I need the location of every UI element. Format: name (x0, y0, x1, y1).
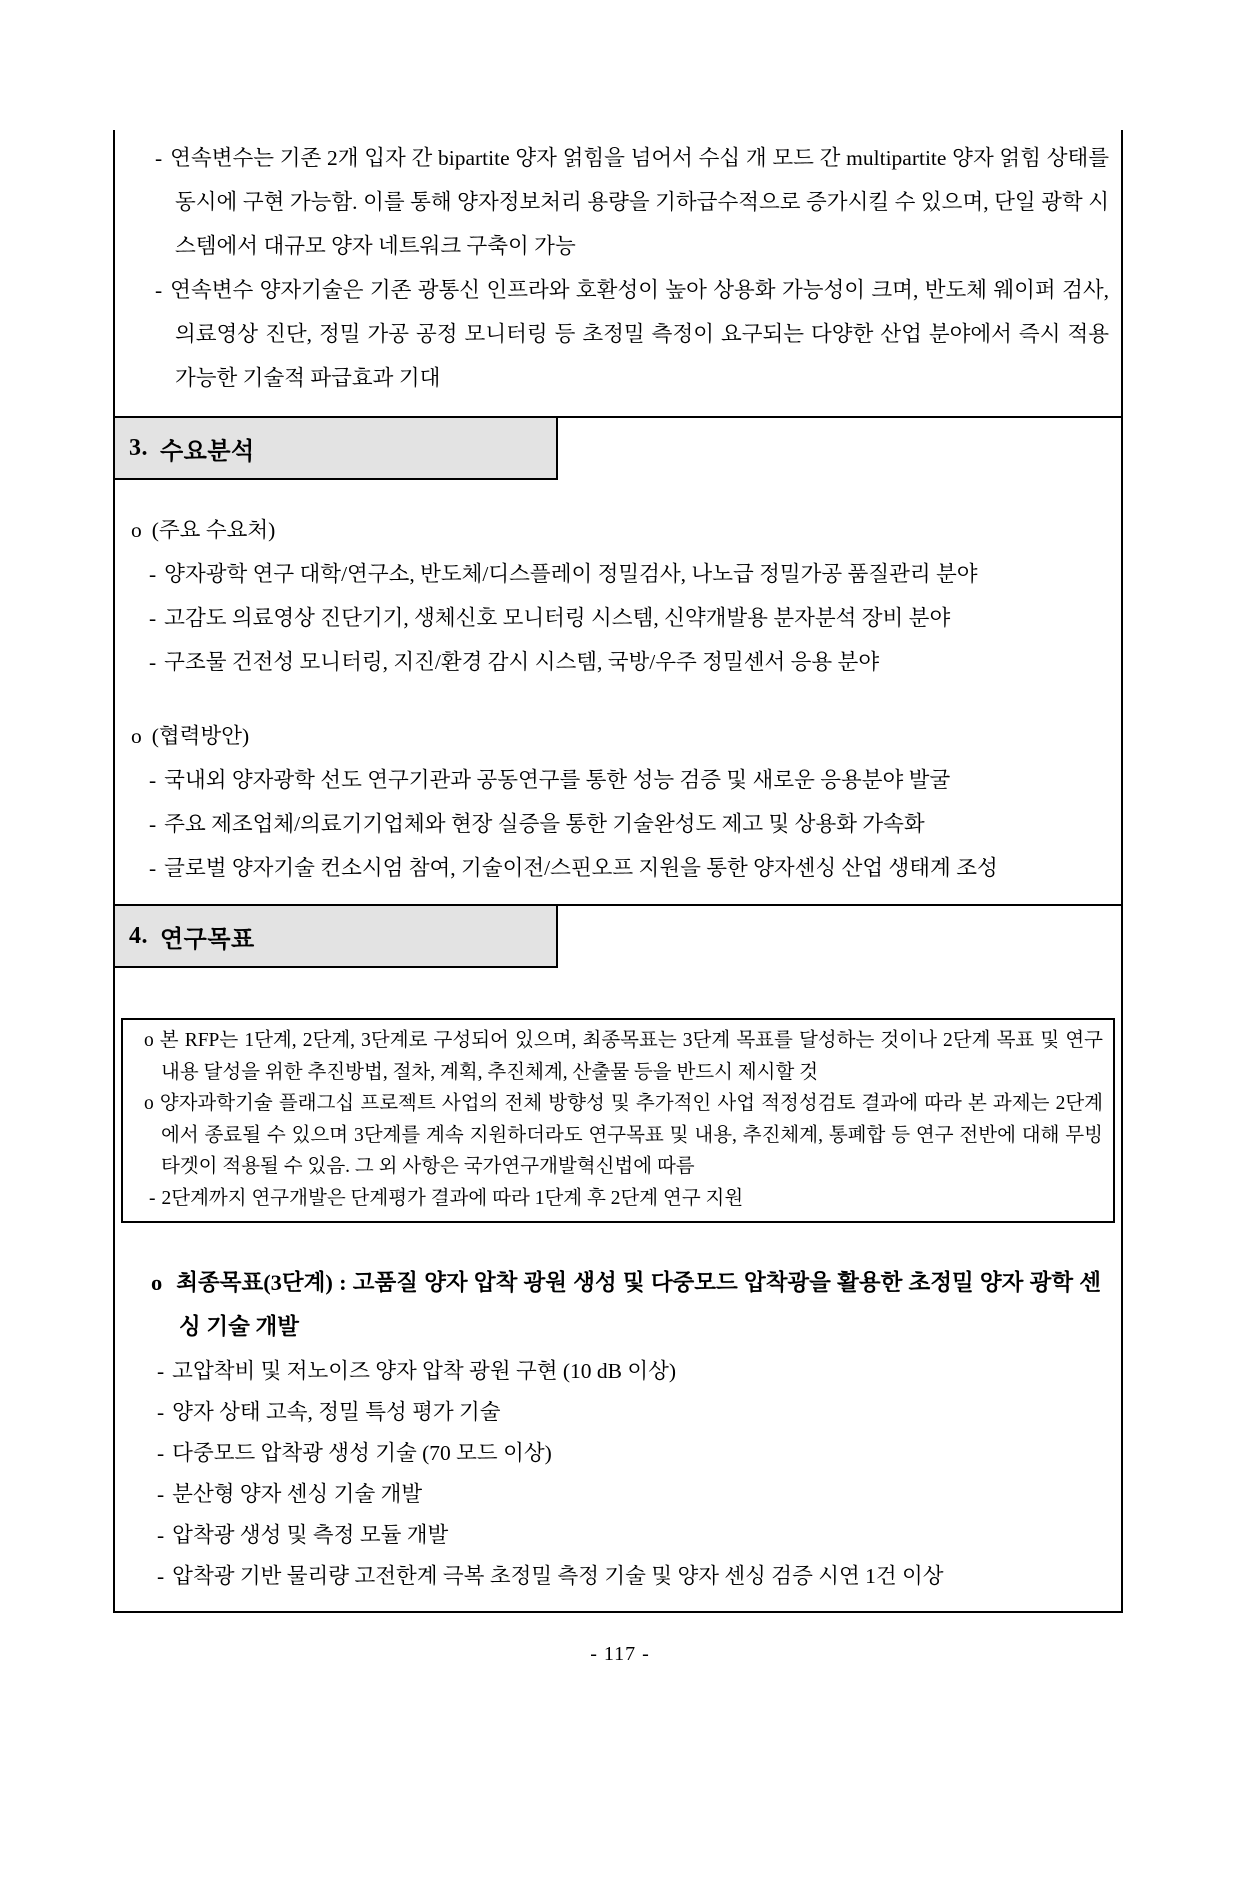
circle-marker: o (131, 518, 142, 542)
dash-marker: - (157, 1400, 165, 1424)
section-number: 3. (129, 434, 148, 461)
dash-marker: - (157, 1482, 165, 1506)
bullet-item (129, 846, 1107, 890)
page-number: - 117 - (590, 1643, 650, 1665)
dash-marker: - (155, 146, 163, 170)
bullet-text: 고감도 의료영상 진단기기, 생체신호 모니터링 시스템, 신약개발용 분자분석 장비 분야 (164, 606, 951, 630)
demand-group (129, 714, 1107, 890)
bullet-item (137, 1392, 1101, 1433)
bullet-text: 연속변수는 기존 2개 입자 간 bipartite 양자 얽힘을 넘어서 수십 개 모드 간 multipartite 양자 얽힘 상태를 동시에 구현 가능함. 이를 통해 양자정보처리 용량을 기하급수적으로 증가시킬 수 있으며, 단일 광학 시스템에서 대규모 양자 네트워크 구축이 가능 (170, 146, 1109, 258)
dash-marker: - (155, 278, 163, 302)
dash-marker: - (149, 606, 157, 630)
dash-marker: - (149, 768, 157, 792)
group-label-text: (주요 수요처) (151, 518, 276, 542)
circle-marker: o (151, 1270, 163, 1295)
bullet-text: 압착광 생성 및 측정 모듈 개발 (172, 1523, 449, 1547)
bullet-item (129, 802, 1107, 846)
bullet-text: 양자광학 연구 대학/연구소, 반도체/디스플레이 정밀검사, 나노급 정밀가공 품질관리 분야 (164, 562, 978, 586)
circle-marker: o (131, 724, 142, 748)
final-goal-heading (137, 1261, 1101, 1349)
group-label (129, 508, 1107, 552)
group-label-text: (협력방안) (151, 724, 250, 748)
rfp-notice-box (121, 1018, 1115, 1223)
bullet-text: 다중모드 압착광 생성 기술 (70 모드 이상) (172, 1441, 552, 1465)
circle-marker: o (144, 1093, 154, 1114)
section-title: 연구목표 (160, 926, 255, 953)
section-4-header-row (115, 904, 1121, 968)
bullet-text: 압착광 기반 물리량 고전한계 극복 초정밀 측정 기술 및 양자 센싱 검증 시연 1건 이상 (172, 1564, 944, 1588)
bullet-text: 연속변수 양자기술은 기존 광통신 인프라와 호환성이 높아 상용화 가능성이 크며, 반도체 웨이퍼 검사, 의료영상 진단, 정밀 가공 공정 모니터링 등 초정밀 측정이 요구되는 다양한 산업 분야에서 즉시 적용 가능한 기술적 파급효과 기대 (170, 278, 1109, 390)
dash-marker: - (149, 650, 157, 674)
bullet-text: 구조물 건전성 모니터링, 지진/환경 감시 시스템, 국방/우주 정밀센서 응용 분야 (164, 650, 880, 674)
dash-marker: - (157, 1564, 165, 1588)
section-3-header-row (115, 416, 1121, 480)
bullet-text: 양자 상태 고속, 정밀 특성 평가 기술 (172, 1400, 501, 1424)
bullet-text: 주요 제조업체/의료기기업체와 현장 실증을 통한 기술완성도 제고 및 상용화 가속화 (164, 812, 925, 836)
bullet-item (129, 552, 1107, 596)
document-table (113, 130, 1123, 1613)
final-goal-block (121, 1261, 1115, 1605)
section-4-content (115, 968, 1121, 1611)
dash-marker: - (149, 562, 157, 586)
notice-text: 본 RFP는 1단계, 2단계, 3단계로 구성되어 있으며, 최종목표는 3단계 목표를 달성하는 것이나 2단계 목표 및 연구내용 달성을 위한 추진방법, 절차, 계획, 추진체계, 산출물 등을 반드시 제시할 것 (159, 1030, 1103, 1083)
bullet-item (135, 268, 1109, 400)
circle-marker: o (144, 1030, 154, 1051)
bullet-item (137, 1556, 1101, 1597)
bullet-item (129, 758, 1107, 802)
bullet-item (135, 136, 1109, 268)
notice-item (131, 1088, 1103, 1183)
dash-marker: - (149, 1187, 156, 1209)
bullet-item (129, 640, 1107, 684)
bullet-text: 글로벌 양자기술 컨소시엄 참여, 기술이전/스핀오프 지원을 통한 양자센싱 산업 생태계 조성 (164, 856, 998, 880)
bullet-text: 고압착비 및 저노이즈 양자 압착 광원 구현 (10 dB 이상) (172, 1359, 677, 1383)
notice-item (131, 1025, 1103, 1088)
bullet-item (137, 1515, 1101, 1556)
intro-block (115, 130, 1121, 416)
bullet-item (137, 1474, 1101, 1515)
dash-marker: - (157, 1359, 165, 1383)
section-3-content (115, 480, 1121, 904)
section-3-heading (115, 418, 558, 480)
notice-text: 양자과학기술 플래그십 프로젝트 사업의 전체 방향성 및 추가적인 사업 적정성검토 결과에 따라 본 과제는 2단계에서 종료될 수 있으며 3단계를 계속 지원하더라도 연구목표 및 내용, 추진체계, 통폐합 등 연구 전반에 대해 무빙타겟이 적용될 수 있음. 그 외 사항은 국가연구개발혁신법에 따름 (159, 1093, 1103, 1177)
notice-text: 2단계까지 연구개발은 단계평가 결과에 따라 1단계 후 2단계 연구 지원 (161, 1187, 744, 1209)
section-title: 수요분석 (160, 438, 255, 465)
bullet-item (137, 1351, 1101, 1392)
group-label (129, 714, 1107, 758)
final-goal-title: 최종목표(3단계) : 고품질 양자 압착 광원 생성 및 다중모드 압착광을 활용한 초정밀 양자 광학 센싱 기술 개발 (176, 1270, 1101, 1339)
bullet-text: 국내외 양자광학 선도 연구기관과 공동연구를 통한 성능 검증 및 새로운 응용분야 발굴 (164, 768, 951, 792)
notice-subitem (131, 1183, 1103, 1215)
dash-marker: - (149, 856, 157, 880)
section-number: 4. (129, 922, 148, 949)
demand-group (129, 508, 1107, 684)
section-4-heading (115, 906, 558, 968)
dash-marker: - (157, 1441, 165, 1465)
dash-marker: - (149, 812, 157, 836)
bullet-text: 분산형 양자 센싱 기술 개발 (172, 1482, 423, 1506)
bullet-item (129, 596, 1107, 640)
dash-marker: - (157, 1523, 165, 1547)
bullet-item (137, 1433, 1101, 1474)
